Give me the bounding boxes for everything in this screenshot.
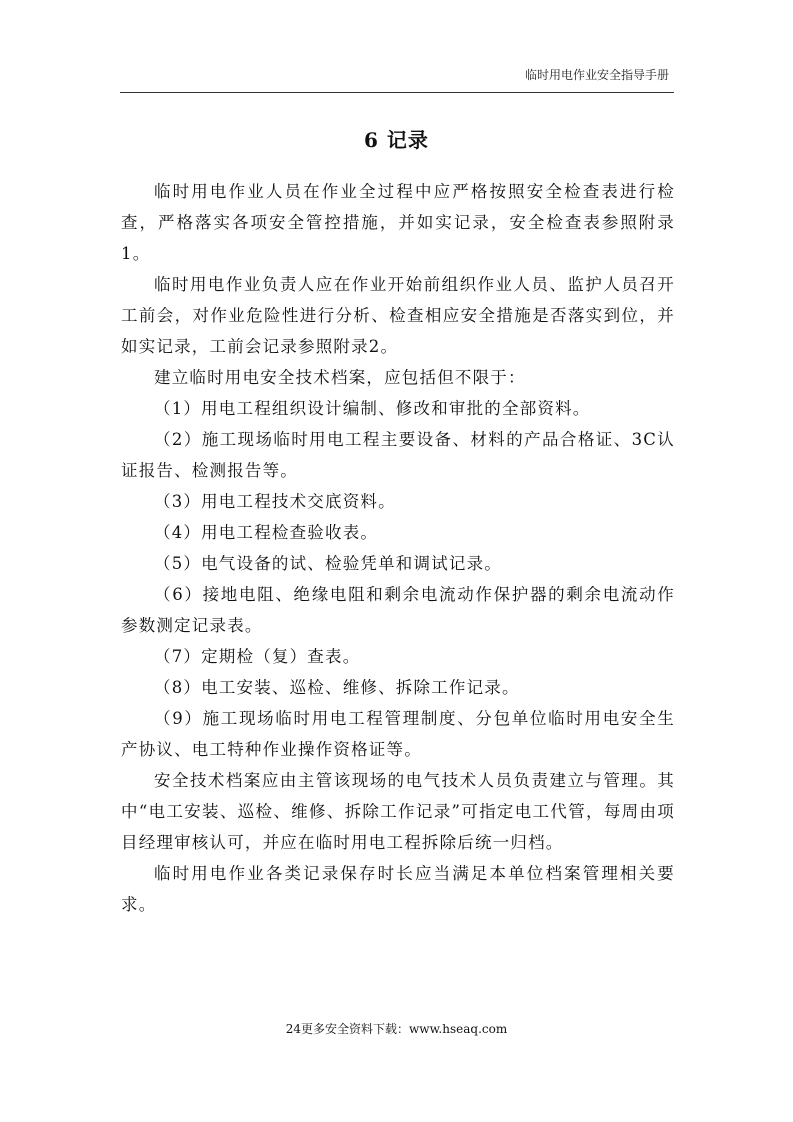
page-footer: 24更多安全资料下载：www.hseaq.com [285, 1022, 508, 1036]
section-heading: 6 记录 [364, 128, 429, 152]
list-item: （9）施工现场临时用电工程管理制度、分包单位临时用电安全生产协议、电工特种作业操作资格证等。 [121, 709, 675, 759]
list-item: （8）电工安装、巡检、维修、拆除工作记录。 [154, 678, 520, 697]
paragraph: 安全技术档案应由主管该现场的电气技术人员负责建立与管理。其中“电工安装、巡检、维修、拆除工作记录”可指定电工代管，每周由项目经理审核认可，并应在临时用电工程拆除后统一归档。 [121, 771, 675, 852]
list-item: （2）施工现场临时用电工程主要设备、材料的产品合格证、3C认证报告、检测报告等。 [121, 430, 675, 480]
running-header-title: 临时用电作业安全指导手册 [524, 68, 669, 82]
paragraph: 建立临时用电安全技术档案，应包括但不限于： [154, 368, 526, 387]
list-item: （1）用电工程组织设计编制、修改和审批的全部资料。 [154, 399, 591, 418]
list-item: （3）用电工程技术交底资料。 [154, 492, 396, 511]
list-item: （6）接地电阻、绝缘电阻和剩余电流动作保护器的剩余电流动作参数测定记录表。 [121, 585, 675, 635]
list-item: （7）定期检（复）查表。 [154, 647, 361, 666]
list-item: （5）电气设备的试、检验凭单和调试记录。 [154, 554, 502, 573]
body-text [121, 176, 675, 920]
paragraph: 临时用电作业各类记录保存时长应当满足本单位档案管理相关要求。 [121, 864, 675, 914]
paragraph: 临时用电作业人员在作业全过程中应严格按照安全检查表进行检查，严格落实各项安全管控措施，并如实记录，安全检查表参照附录1。 [121, 182, 675, 263]
header-divider [120, 92, 674, 93]
paragraph: 临时用电作业负责人应在作业开始前组织作业人员、监护人员召开工前会，对作业危险性进行分析、检查相应安全措施是否落实到位，并如实记录，工前会记录参照附录2。 [121, 275, 675, 356]
list-item: （4）用电工程检查验收表。 [154, 523, 379, 542]
